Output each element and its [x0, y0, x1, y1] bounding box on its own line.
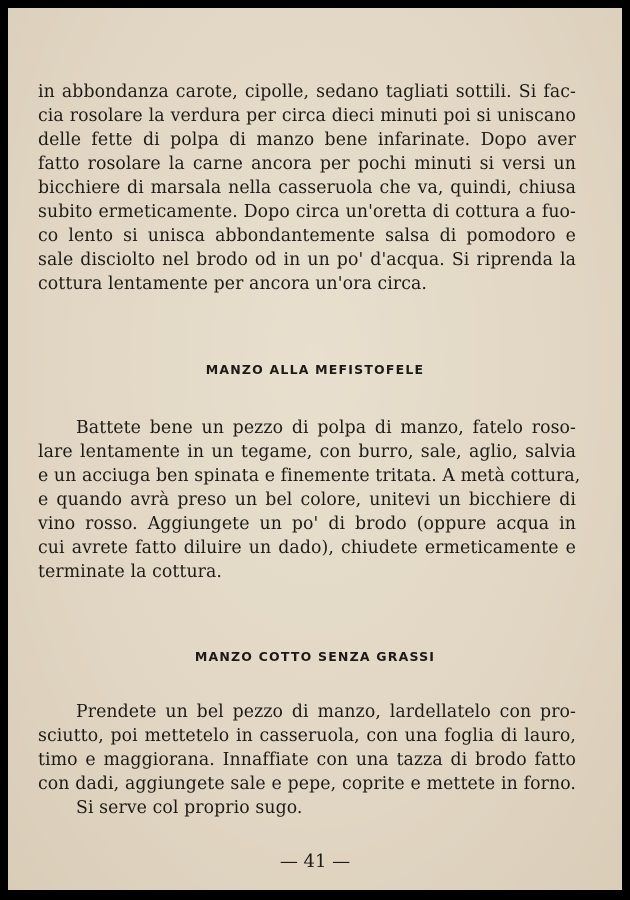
text-line: co lento si unisca abbondantemente salsa di pomodoro e	[38, 226, 576, 246]
text-line: subito ermeticamente. Dopo circa un'oretta di cottura a fuo-	[38, 202, 576, 222]
paragraph-continued	[38, 80, 576, 296]
text-line: cui avrete fatto diluire un dado), chiudete ermeticamente e	[38, 538, 576, 558]
text-line: timo e maggiorana. Innaffiate con una tazza di brodo fatto	[38, 750, 576, 770]
text-line: vino rosso. Aggiungete un po' di brodo (oppure acqua in	[38, 514, 576, 534]
text-line: lare lentamente in un tegame, con burro, sale, aglio, salvia	[38, 442, 576, 462]
recipe-body-senza-grassi	[38, 700, 576, 820]
recipe-title-senza-grassi: MANZO COTTO SENZA GRASSI	[194, 649, 436, 664]
text-line: terminate la cottura.	[38, 562, 223, 582]
text-line: sale disciolto nel brodo od in un po' d'acqua. Si riprenda la	[38, 250, 576, 270]
text-line: fatto rosolare la carne ancora per pochi minuti si versi un	[38, 154, 576, 174]
page-number: — 41 —	[279, 851, 351, 872]
text-line: Si serve col proprio sugo.	[76, 798, 303, 818]
text-line: con dadi, aggiungete sale e pepe, coprite e mettete in forno.	[38, 774, 576, 794]
text-line: Battete bene un pezzo di polpa di manzo, fatelo roso-	[76, 418, 576, 438]
book-page	[8, 8, 622, 890]
text-line: cottura lentamente per ancora un'ora circa.	[38, 274, 428, 294]
recipe-title-mefistofele: MANZO ALLA MEFISTOFELE	[205, 362, 425, 377]
text-line: in abbondanza carote, cipolle, sedano tagliati sottili. Si fac-	[38, 82, 576, 102]
recipe-body-mefistofele	[38, 416, 581, 584]
text-line: Prendete un bel pezzo di manzo, lardellatelo con pro-	[76, 702, 576, 722]
text-line: cia rosolare la verdura per circa dieci minuti poi si uniscano	[38, 106, 576, 126]
text-line: delle fette di polpa di manzo bene infarinate. Dopo aver	[38, 130, 576, 150]
text-line: bicchiere di marsala nella casseruola che va, quindi, chiusa	[38, 178, 576, 198]
text-line: sciutto, poi mettetelo in casseruola, con una foglia di lauro,	[38, 726, 576, 746]
text-line: e un acciuga ben spinata e finemente tritata. A metà cottura,	[38, 466, 581, 486]
text-line: e quando avrà preso un bel colore, unitevi un bicchiere di	[38, 490, 576, 510]
